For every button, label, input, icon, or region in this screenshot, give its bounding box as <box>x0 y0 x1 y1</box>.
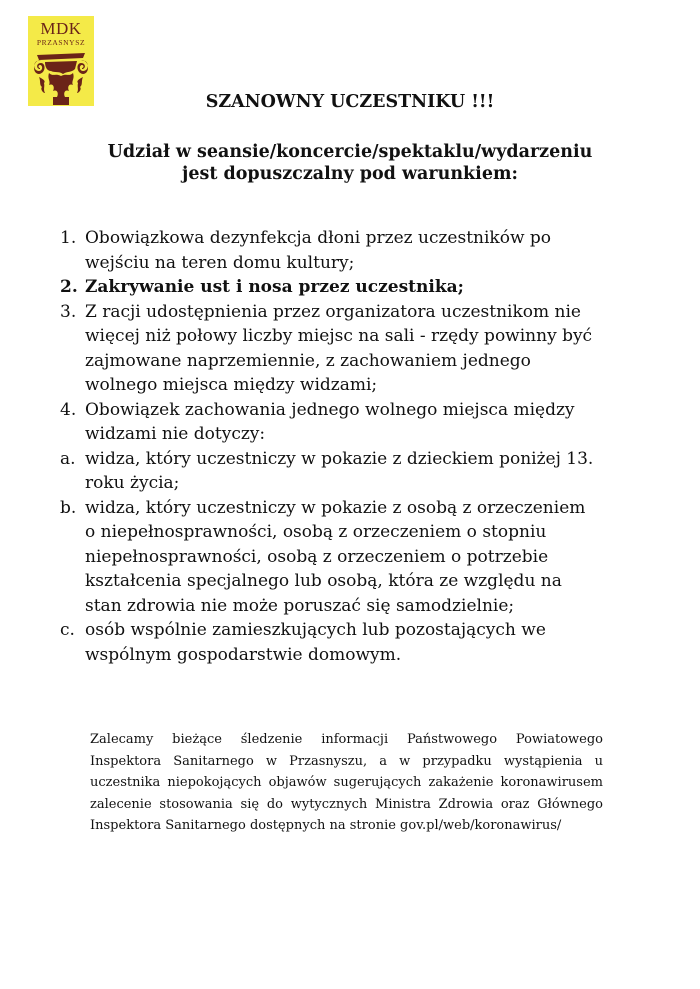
rule-marker: a. <box>60 448 76 469</box>
rule-item <box>60 496 650 619</box>
condition-heading-line1: Udział w seansie/koncercie/spektaklu/wydarzeniu <box>107 142 593 162</box>
rule-line: Obowiązkowa dezynfekcja dłoni przez uczestników po <box>85 228 552 248</box>
rule-line: więcej niż połowy liczby miejsc na sali - rzędy powinny być <box>85 326 593 346</box>
rule-line: roku życia; <box>85 473 180 493</box>
rule-item <box>60 447 650 496</box>
rule-marker: c. <box>60 620 75 640</box>
rule-line: o niepełnosprawności, osobą z orzeczeniem o stopniu <box>85 522 547 542</box>
greeting-heading: SZANOWNY UCZESTNIKU !!! <box>205 92 495 112</box>
condition-heading-line2: jest dopuszczalny pod warunkiem: <box>182 164 518 184</box>
rule-item <box>60 398 650 447</box>
recommendation-note: Zalecamy bieżące śledzenie informacji Państwowego Powiatowego Inspektora Sanitarnego w Przasnyszu, a w przypadku wystąpienia u uczestnika niepokojących objawów sugerujących zakażenie koronawirusem zalecenie stosowania się do wytycznych Ministra Zdrowia oraz Głównego Inspektora Sanitarnego dostępnych na stronie gov.pl/web/koronawirus/ <box>90 732 603 833</box>
rule-line: Obowiązek zachowania jednego wolnego miejsca między <box>85 399 575 420</box>
logo-subtitle: PRZASNYSZ <box>36 38 86 47</box>
rule-item <box>60 226 650 275</box>
rule-line: wspólnym gospodarstwie domowym. <box>85 644 402 665</box>
rule-line: niepełnosprawności, osobą z orzeczeniem o potrzebie <box>85 546 549 567</box>
rule-line: Zakrywanie ust i nosa przez uczestnika; <box>85 277 464 297</box>
rule-item <box>60 300 650 398</box>
rule-line: Z racji udostępnienia przez organizatora uczestnikom nie <box>85 301 581 322</box>
rule-line: stan zdrowia nie może poruszać się samodzielnie; <box>85 595 515 616</box>
rule-marker: 1. <box>60 228 77 248</box>
rule-line: osób wspólnie zamieszkujących lub pozostających we <box>85 620 546 640</box>
rule-item <box>60 275 650 300</box>
rule-item <box>60 618 650 667</box>
rule-line: widza, który uczestniczy w pokazie z dzieckiem poniżej 13. <box>85 448 594 469</box>
rule-line: wolnego miejsca między widzami; <box>85 375 378 395</box>
rule-marker: 3. <box>60 301 77 322</box>
rules-list <box>60 226 650 667</box>
rule-line: kształcenia specjalnego lub osobą, która ze względu na <box>85 571 562 591</box>
rule-line: widza, który uczestniczy w pokazie z osobą z orzeczeniem <box>85 497 586 518</box>
rule-line: zajmowane naprzemiennie, z zachowaniem jednego <box>85 350 531 371</box>
rule-marker: 2. <box>60 277 78 297</box>
rule-line: wejściu na teren domu kultury; <box>85 252 355 273</box>
rule-marker: 4. <box>60 399 77 420</box>
rule-marker: b. <box>60 497 77 518</box>
rule-line: widzami nie dotyczy: <box>85 424 266 444</box>
logo-title: MDK <box>40 19 82 38</box>
